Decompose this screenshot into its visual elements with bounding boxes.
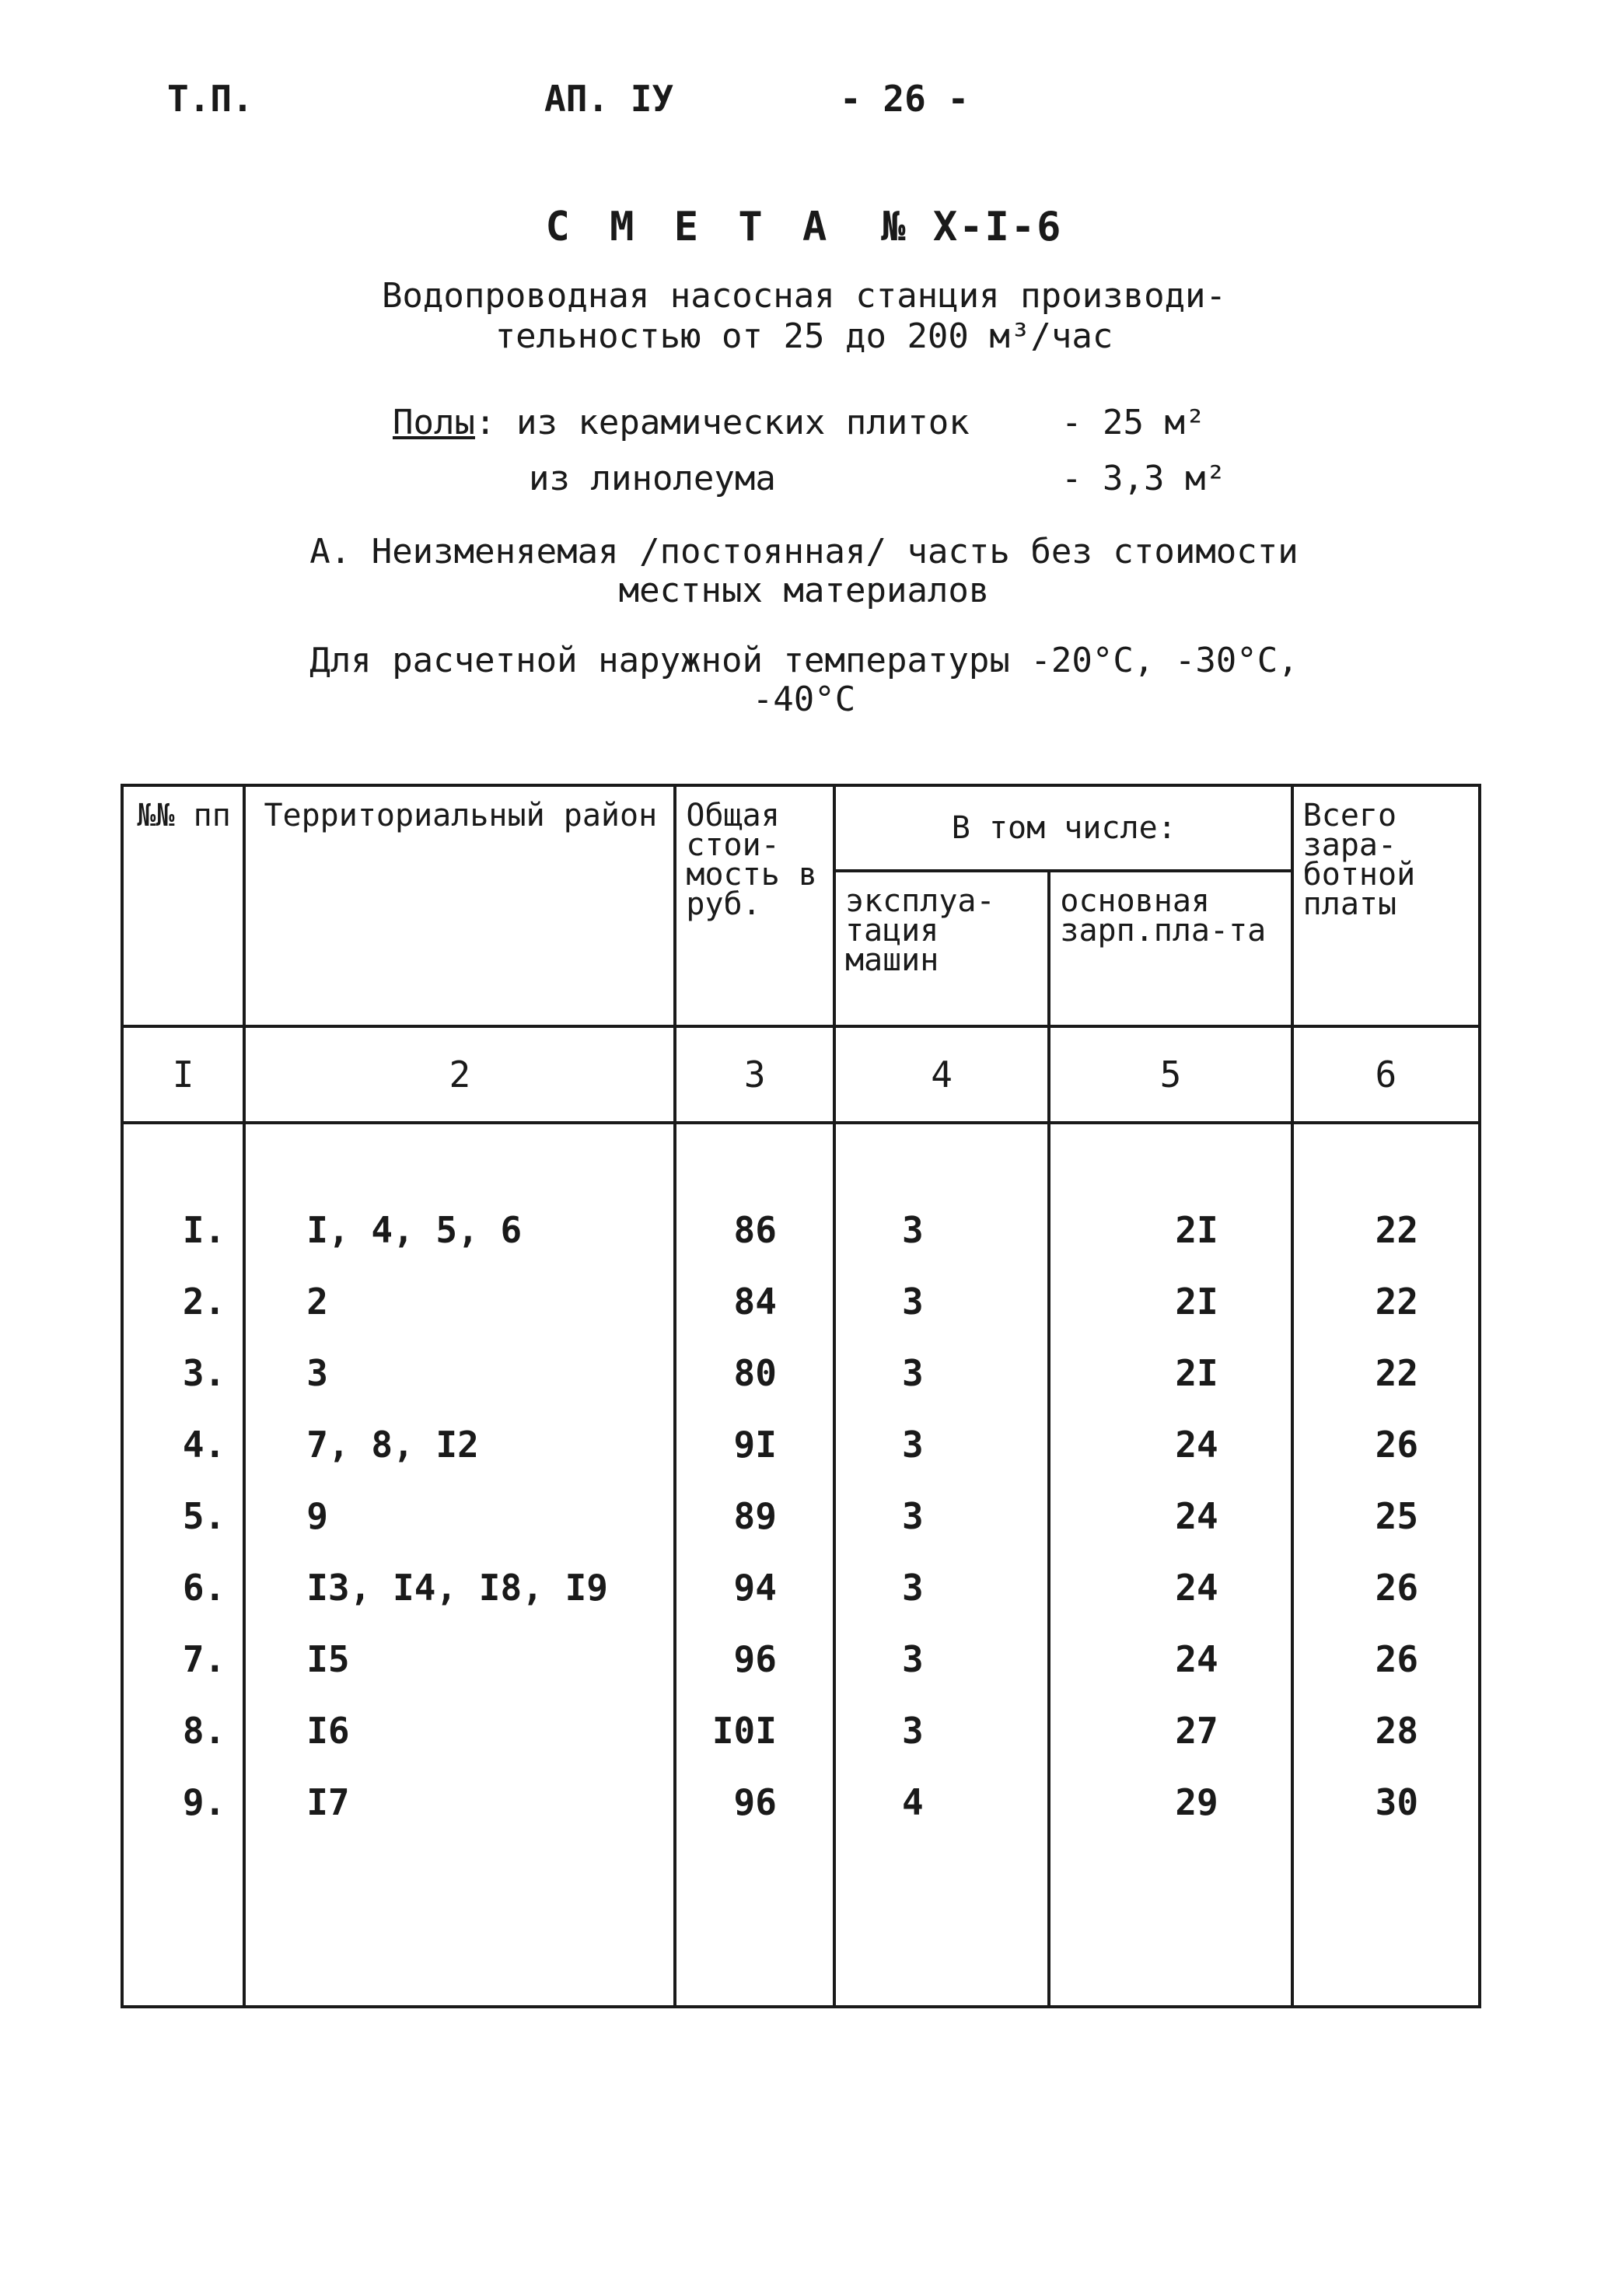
base-wage-cell: 24 xyxy=(1175,1638,1218,1680)
temperature-line-1: Для расчетной наружной температуры -20°С, -30°С, xyxy=(309,641,1299,680)
column-number: I xyxy=(122,1026,244,1123)
row-number-cell: I. xyxy=(182,1209,226,1251)
header-including: В том числе: xyxy=(834,785,1292,871)
district-cell: I5 xyxy=(306,1638,350,1680)
total-wage-cell: 26 xyxy=(1375,1638,1419,1680)
total-cost-cell: 9I xyxy=(733,1424,777,1466)
row-number-cell: 2. xyxy=(182,1281,226,1323)
column-numbers-row xyxy=(122,1026,1480,1123)
floors-label: Полы xyxy=(393,403,475,442)
total-wage-cell: 26 xyxy=(1375,1567,1419,1609)
column-number: 4 xyxy=(834,1026,1049,1123)
machines-cell: 3 xyxy=(901,1495,924,1537)
floors-line-2 xyxy=(529,459,1226,498)
col-total-wage xyxy=(1292,1123,1480,2007)
col-total-cost xyxy=(675,1123,834,2007)
base-wage-cell: 2I xyxy=(1175,1352,1218,1394)
subtitle xyxy=(0,276,1608,357)
title-word: С М Е Т А xyxy=(545,204,835,250)
base-wage-cell: 27 xyxy=(1175,1710,1218,1752)
header-total-cost: Общая стои-мость в руб. xyxy=(675,785,834,1026)
column-number: 2 xyxy=(244,1026,675,1123)
machines-cell: 3 xyxy=(901,1209,924,1251)
total-wage-cell: 22 xyxy=(1375,1352,1419,1394)
row-number-cell: 7. xyxy=(182,1638,226,1680)
column-number: 5 xyxy=(1049,1026,1292,1123)
total-wage-cell: 22 xyxy=(1375,1209,1419,1251)
machines-cell: 4 xyxy=(901,1781,924,1823)
base-wage-cell: 24 xyxy=(1175,1424,1218,1466)
total-cost-cell: 80 xyxy=(733,1352,777,1394)
district-cell: 9 xyxy=(306,1495,328,1537)
row-number-cell: 4. xyxy=(182,1424,226,1466)
machines-cell: 3 xyxy=(901,1424,924,1466)
column-number: 3 xyxy=(675,1026,834,1123)
total-wage-cell: 26 xyxy=(1375,1424,1419,1466)
header-left: Т.П. xyxy=(167,78,253,120)
row-number-cell: 6. xyxy=(182,1567,226,1609)
row-number-cell: 9. xyxy=(182,1781,226,1823)
total-wage-cell: 22 xyxy=(1375,1281,1419,1323)
part-a-line-2: местных материалов xyxy=(618,571,990,610)
page-number: - 26 - xyxy=(840,78,970,120)
estimate-table xyxy=(121,784,1481,2008)
floors-line-2-text: из линолеума xyxy=(529,459,776,498)
table-body xyxy=(122,1123,1480,2007)
floors-line-2-value: - 3,3 м² xyxy=(1061,459,1226,498)
row-number-cell: 3. xyxy=(182,1352,226,1394)
base-wage-cell: 2I xyxy=(1175,1209,1218,1251)
district-cell: 2 xyxy=(306,1281,328,1323)
base-wage-cell: 24 xyxy=(1175,1567,1218,1609)
total-cost-cell: 86 xyxy=(733,1209,777,1251)
floors-line-1-value: - 25 м² xyxy=(1061,403,1206,442)
machines-cell: 3 xyxy=(901,1710,924,1752)
col-machines xyxy=(834,1123,1049,2007)
header-machines: эксплуа-тация машин xyxy=(834,871,1049,1026)
header-total-wage: Всего зара-ботной платы xyxy=(1292,785,1480,1026)
floors-line-1-text: : из керамических плиток xyxy=(474,403,970,442)
machines-cell: 3 xyxy=(901,1567,924,1609)
col-row-number xyxy=(122,1123,244,2007)
district-cell: I3, I4, I8, I9 xyxy=(306,1567,608,1609)
col-district xyxy=(244,1123,675,2007)
base-wage-cell: 29 xyxy=(1175,1781,1218,1823)
temperature-note xyxy=(0,641,1608,719)
total-cost-cell: 96 xyxy=(733,1781,777,1823)
temperature-line-2: -40°С xyxy=(752,680,856,719)
header-album: АП. ІУ xyxy=(544,78,674,120)
col-base-wage xyxy=(1049,1123,1292,2007)
column-number: 6 xyxy=(1292,1026,1480,1123)
base-wage-cell: 2I xyxy=(1175,1281,1218,1323)
district-cell: 7, 8, I2 xyxy=(306,1424,479,1466)
machines-cell: 3 xyxy=(901,1638,924,1680)
subtitle-line-2: тельностью от 25 до 200 м³/час xyxy=(495,316,1113,356)
district-cell: 3 xyxy=(306,1352,328,1394)
row-number-cell: 8. xyxy=(182,1710,226,1752)
header-row-number: №№ пп xyxy=(122,785,244,1026)
base-wage-cell: 24 xyxy=(1175,1495,1218,1537)
header-district: Территориальный район xyxy=(244,785,675,1026)
total-wage-cell: 28 xyxy=(1375,1710,1419,1752)
total-wage-cell: 30 xyxy=(1375,1781,1419,1823)
district-cell: I, 4, 5, 6 xyxy=(306,1209,523,1251)
document-title xyxy=(0,204,1608,250)
machines-cell: 3 xyxy=(901,1352,924,1394)
district-cell: I7 xyxy=(306,1781,350,1823)
total-wage-cell: 25 xyxy=(1375,1495,1419,1537)
total-cost-cell: 96 xyxy=(733,1638,777,1680)
subtitle-line-1: Водопроводная насосная станция производи- xyxy=(381,276,1227,316)
title-number: № Х-І-6 xyxy=(881,204,1063,250)
row-number-cell: 5. xyxy=(182,1495,226,1537)
floors-line-1 xyxy=(393,403,1206,442)
total-cost-cell: I0I xyxy=(711,1710,777,1752)
machines-cell: 3 xyxy=(901,1281,924,1323)
total-cost-cell: 84 xyxy=(733,1281,777,1323)
district-cell: I6 xyxy=(306,1710,350,1752)
total-cost-cell: 94 xyxy=(733,1567,777,1609)
header-base-wage: основная зарп.пла-та xyxy=(1049,871,1292,1026)
part-a-line-1: А. Неизменяемая /постоянная/ часть без стоимости xyxy=(309,532,1299,571)
total-cost-cell: 89 xyxy=(733,1495,777,1537)
part-a-heading xyxy=(0,533,1608,610)
